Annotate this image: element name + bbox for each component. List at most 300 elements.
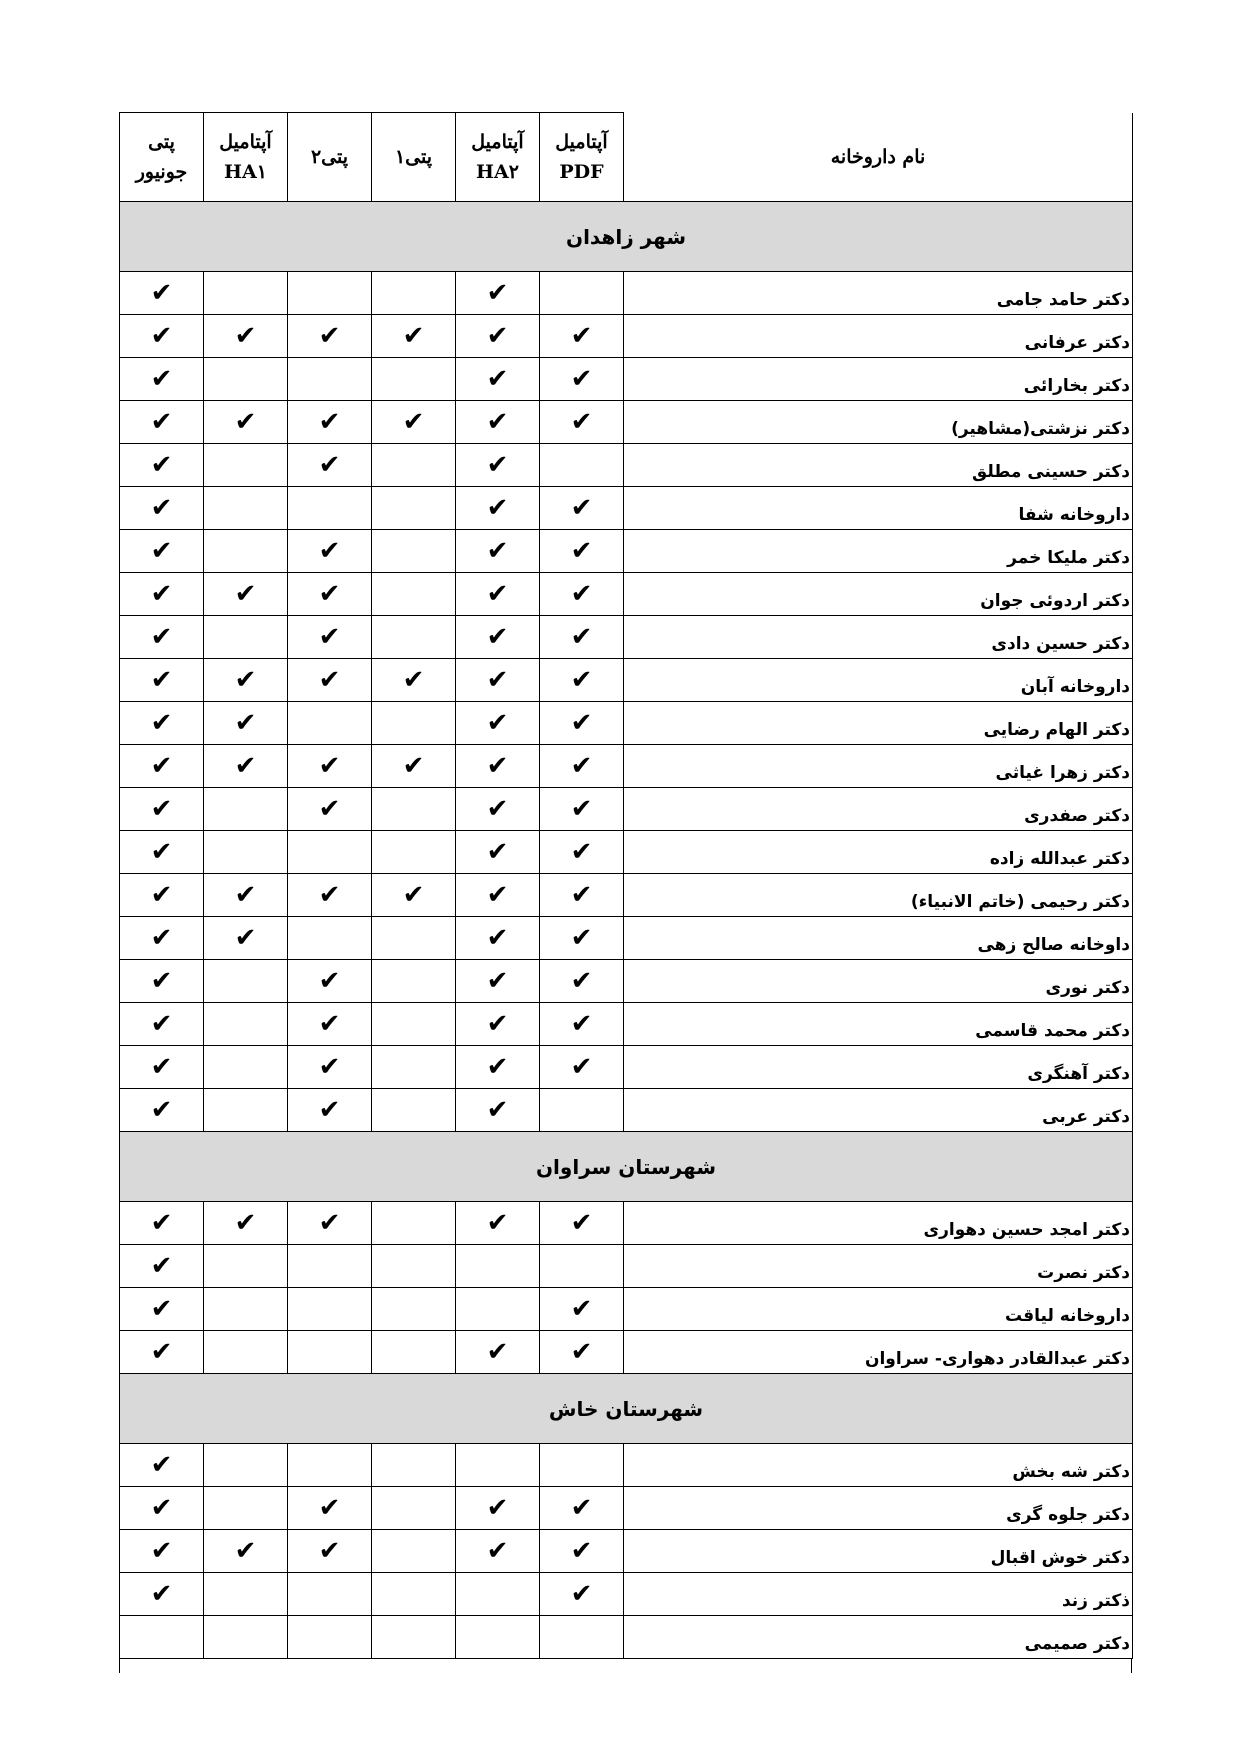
checkmark-icon: ✔	[150, 665, 173, 695]
checkmark-icon: ✔	[150, 364, 173, 394]
table-row	[120, 1202, 1133, 1245]
pharmacy-name: دکتر عربی	[624, 1089, 1133, 1132]
group-header-row	[120, 1132, 1133, 1202]
table-row	[120, 1444, 1133, 1487]
availability-cell	[120, 1487, 204, 1530]
availability-cell	[456, 616, 540, 659]
availability-cell	[372, 444, 456, 487]
availability-cell	[540, 745, 624, 788]
checkmark-icon: ✔	[234, 1208, 257, 1238]
checkmark-icon: ✔	[318, 321, 341, 351]
availability-cell	[456, 960, 540, 1003]
availability-cell	[540, 1444, 624, 1487]
table-row	[120, 1288, 1133, 1331]
table-row	[120, 1616, 1133, 1659]
column-header-aptamil-ha1: آپتامیل HA۱	[204, 113, 288, 202]
availability-cell	[204, 1444, 288, 1487]
availability-cell	[540, 1573, 624, 1616]
checkmark-icon: ✔	[318, 579, 341, 609]
availability-cell	[204, 659, 288, 702]
availability-cell	[204, 1288, 288, 1331]
column-header-peti-1: پتی۱	[372, 113, 456, 202]
availability-cell	[456, 530, 540, 573]
checkmark-icon: ✔	[486, 493, 509, 523]
checkmark-icon: ✔	[486, 622, 509, 652]
availability-cell	[456, 401, 540, 444]
availability-cell	[540, 444, 624, 487]
availability-cell	[204, 487, 288, 530]
availability-cell	[372, 1046, 456, 1089]
pharmacy-name: دکتر نزشتی(مشاهیر)	[624, 401, 1133, 444]
table-row	[120, 702, 1133, 745]
availability-cell	[456, 272, 540, 315]
availability-cell	[540, 702, 624, 745]
checkmark-icon: ✔	[486, 450, 509, 480]
checkmark-icon: ✔	[234, 880, 257, 910]
table-row	[120, 1046, 1133, 1089]
checkmark-icon: ✔	[570, 708, 593, 738]
availability-cell	[120, 315, 204, 358]
availability-cell	[288, 1046, 372, 1089]
checkmark-icon: ✔	[150, 1294, 173, 1324]
availability-cell	[456, 487, 540, 530]
availability-cell	[456, 1089, 540, 1132]
stub-segment	[623, 1659, 1132, 1673]
pharmacy-name: دکتر زهرا غیاثی	[624, 745, 1133, 788]
availability-cell	[204, 1616, 288, 1659]
availability-cell	[204, 702, 288, 745]
availability-table	[119, 112, 1133, 1659]
checkmark-icon: ✔	[570, 1208, 593, 1238]
availability-cell	[540, 874, 624, 917]
group-header-row	[120, 1374, 1133, 1444]
pharmacy-name: داوخانه صالح زهی	[624, 917, 1133, 960]
pharmacy-name: دکتر بخارائی	[624, 358, 1133, 401]
table-row	[120, 831, 1133, 874]
availability-cell	[540, 530, 624, 573]
checkmark-icon: ✔	[486, 579, 509, 609]
checkmark-icon: ✔	[570, 321, 593, 351]
checkmark-icon: ✔	[570, 880, 593, 910]
checkmark-icon: ✔	[486, 1337, 509, 1367]
group-title: شهرستان خاش	[120, 1374, 1133, 1444]
availability-cell	[540, 659, 624, 702]
availability-cell	[372, 1530, 456, 1573]
checkmark-icon: ✔	[486, 536, 509, 566]
group-title: شهرستان سراوان	[120, 1132, 1133, 1202]
availability-cell	[540, 1487, 624, 1530]
checkmark-icon: ✔	[150, 794, 173, 824]
checkmark-icon: ✔	[318, 450, 341, 480]
checkmark-icon: ✔	[486, 1493, 509, 1523]
checkmark-icon: ✔	[570, 1009, 593, 1039]
table-row	[120, 1245, 1133, 1288]
table-row	[120, 1573, 1133, 1616]
checkmark-icon: ✔	[318, 1095, 341, 1125]
table-row	[120, 1530, 1133, 1573]
availability-cell	[204, 1202, 288, 1245]
column-header-peti-junior: پتی جونیور	[120, 113, 204, 202]
availability-cell	[456, 1202, 540, 1245]
availability-cell	[288, 917, 372, 960]
stub-segment	[204, 1659, 288, 1673]
availability-cell	[456, 1331, 540, 1374]
availability-cell	[540, 315, 624, 358]
table-row	[120, 1331, 1133, 1374]
availability-cell	[120, 1046, 204, 1089]
checkmark-icon: ✔	[570, 1536, 593, 1566]
checkmark-icon: ✔	[486, 708, 509, 738]
availability-cell	[204, 1530, 288, 1573]
availability-cell	[540, 616, 624, 659]
availability-cell	[456, 1003, 540, 1046]
availability-cell	[456, 1487, 540, 1530]
availability-cell	[120, 1444, 204, 1487]
availability-cell	[456, 1245, 540, 1288]
pharmacy-name: دکتر صمیمی	[624, 1616, 1133, 1659]
availability-cell	[204, 401, 288, 444]
availability-cell	[540, 1616, 624, 1659]
checkmark-icon: ✔	[150, 880, 173, 910]
checkmark-icon: ✔	[150, 837, 173, 867]
availability-cell	[204, 1089, 288, 1132]
availability-cell	[204, 960, 288, 1003]
pharmacy-name: داروخانه لیاقت	[624, 1288, 1133, 1331]
checkmark-icon: ✔	[318, 1052, 341, 1082]
availability-cell	[372, 1089, 456, 1132]
availability-cell	[372, 788, 456, 831]
availability-cell	[456, 1616, 540, 1659]
column-header-aptamil-ha2: آپتامیل HA۲	[456, 113, 540, 202]
checkmark-icon: ✔	[150, 321, 173, 351]
availability-cell	[288, 401, 372, 444]
checkmark-icon: ✔	[150, 493, 173, 523]
availability-cell	[120, 1202, 204, 1245]
pharmacy-name: دکتر نصرت	[624, 1245, 1133, 1288]
checkmark-icon: ✔	[234, 1536, 257, 1566]
availability-cell	[204, 444, 288, 487]
availability-cell	[204, 745, 288, 788]
table-row	[120, 272, 1133, 315]
checkmark-icon: ✔	[486, 966, 509, 996]
checkmark-icon: ✔	[486, 1208, 509, 1238]
availability-cell	[372, 1245, 456, 1288]
availability-cell	[540, 401, 624, 444]
checkmark-icon: ✔	[234, 708, 257, 738]
availability-cell	[288, 960, 372, 1003]
availability-cell	[372, 1487, 456, 1530]
availability-cell	[204, 272, 288, 315]
availability-cell	[288, 1487, 372, 1530]
availability-cell	[372, 1288, 456, 1331]
availability-cell	[288, 358, 372, 401]
pharmacy-name: دکتر محمد قاسمی	[624, 1003, 1133, 1046]
checkmark-icon: ✔	[486, 1095, 509, 1125]
checkmark-icon: ✔	[150, 751, 173, 781]
checkmark-icon: ✔	[570, 579, 593, 609]
checkmark-icon: ✔	[150, 1536, 173, 1566]
availability-cell	[288, 745, 372, 788]
availability-cell	[288, 616, 372, 659]
checkmark-icon: ✔	[150, 1052, 173, 1082]
availability-cell	[120, 1331, 204, 1374]
availability-cell	[372, 1573, 456, 1616]
table-row	[120, 358, 1133, 401]
checkmark-icon: ✔	[150, 450, 173, 480]
availability-cell	[204, 1331, 288, 1374]
checkmark-icon: ✔	[570, 794, 593, 824]
checkmark-icon: ✔	[486, 880, 509, 910]
checkmark-icon: ✔	[150, 278, 173, 308]
table-row	[120, 487, 1133, 530]
availability-cell	[120, 1089, 204, 1132]
availability-cell	[540, 487, 624, 530]
table-row	[120, 401, 1133, 444]
availability-cell	[120, 831, 204, 874]
availability-cell	[120, 358, 204, 401]
checkmark-icon: ✔	[402, 880, 425, 910]
checkmark-icon: ✔	[486, 1052, 509, 1082]
availability-cell	[204, 616, 288, 659]
stub-segment	[455, 1659, 539, 1673]
availability-cell	[372, 573, 456, 616]
table-row	[120, 616, 1133, 659]
availability-cell	[288, 1331, 372, 1374]
checkmark-icon: ✔	[150, 966, 173, 996]
header-row	[120, 113, 1133, 202]
checkmark-icon: ✔	[150, 923, 173, 953]
checkmark-icon: ✔	[318, 536, 341, 566]
pharmacy-name: دکتر آهنگری	[624, 1046, 1133, 1089]
availability-cell	[372, 272, 456, 315]
availability-cell	[288, 1089, 372, 1132]
availability-cell	[540, 1202, 624, 1245]
availability-cell	[120, 917, 204, 960]
pharmacy-name: دکتر عبدالقادر دهواری- سراوان	[624, 1331, 1133, 1374]
availability-cell	[288, 659, 372, 702]
checkmark-icon: ✔	[234, 751, 257, 781]
group-header-row	[120, 202, 1133, 272]
table-continuation	[119, 1659, 1132, 1673]
checkmark-icon: ✔	[318, 966, 341, 996]
availability-cell	[540, 1530, 624, 1573]
checkmark-icon: ✔	[150, 1208, 173, 1238]
availability-cell	[204, 917, 288, 960]
checkmark-icon: ✔	[318, 794, 341, 824]
checkmark-icon: ✔	[486, 321, 509, 351]
checkmark-icon: ✔	[486, 278, 509, 308]
availability-cell	[372, 616, 456, 659]
availability-cell	[372, 315, 456, 358]
availability-cell	[372, 960, 456, 1003]
pharmacy-availability-sheet	[119, 112, 1132, 1673]
availability-cell	[120, 788, 204, 831]
pharmacy-name: دکتر حسین دادی	[624, 616, 1133, 659]
checkmark-icon: ✔	[570, 1052, 593, 1082]
availability-cell	[204, 1046, 288, 1089]
availability-cell	[288, 1616, 372, 1659]
stub-segment	[288, 1659, 372, 1673]
checkmark-icon: ✔	[150, 1579, 173, 1609]
checkmark-icon: ✔	[402, 321, 425, 351]
column-header-aptamil-pdf: آپتامیل PDF	[540, 113, 624, 202]
table-body	[120, 202, 1133, 1659]
checkmark-icon: ✔	[570, 1493, 593, 1523]
availability-cell	[120, 874, 204, 917]
availability-cell	[120, 745, 204, 788]
checkmark-icon: ✔	[318, 1536, 341, 1566]
availability-cell	[540, 1003, 624, 1046]
checkmark-icon: ✔	[150, 622, 173, 652]
checkmark-icon: ✔	[318, 1493, 341, 1523]
availability-cell	[120, 272, 204, 315]
availability-cell	[288, 1573, 372, 1616]
availability-cell	[204, 1245, 288, 1288]
availability-cell	[120, 702, 204, 745]
availability-cell	[456, 1444, 540, 1487]
availability-cell	[540, 960, 624, 1003]
availability-cell	[288, 1288, 372, 1331]
availability-cell	[540, 788, 624, 831]
pharmacy-name: دکتر عرفانی	[624, 315, 1133, 358]
availability-cell	[540, 573, 624, 616]
pharmacy-name: دکتر جلوه گری	[624, 1487, 1133, 1530]
availability-cell	[372, 917, 456, 960]
availability-cell	[204, 358, 288, 401]
availability-cell	[288, 702, 372, 745]
table-row	[120, 659, 1133, 702]
table-row	[120, 315, 1133, 358]
availability-cell	[120, 1616, 204, 1659]
availability-cell	[204, 1487, 288, 1530]
pharmacy-name: داروخانه شفا	[624, 487, 1133, 530]
availability-cell	[204, 831, 288, 874]
table-row	[120, 573, 1133, 616]
pharmacy-name: دکتر ملیکا خمر	[624, 530, 1133, 573]
table-row	[120, 960, 1133, 1003]
checkmark-icon: ✔	[318, 880, 341, 910]
availability-cell	[540, 1288, 624, 1331]
checkmark-icon: ✔	[150, 708, 173, 738]
availability-cell	[120, 960, 204, 1003]
checkmark-icon: ✔	[402, 751, 425, 781]
availability-cell	[456, 874, 540, 917]
availability-cell	[540, 1089, 624, 1132]
checkmark-icon: ✔	[570, 665, 593, 695]
checkmark-icon: ✔	[318, 751, 341, 781]
availability-cell	[456, 1046, 540, 1089]
availability-cell	[120, 1003, 204, 1046]
pharmacy-name: دکتر حامد جامی	[624, 272, 1133, 315]
checkmark-icon: ✔	[570, 1579, 593, 1609]
checkmark-icon: ✔	[486, 751, 509, 781]
availability-cell	[204, 788, 288, 831]
checkmark-icon: ✔	[570, 966, 593, 996]
checkmark-icon: ✔	[150, 1251, 173, 1281]
checkmark-icon: ✔	[150, 1337, 173, 1367]
checkmark-icon: ✔	[318, 1208, 341, 1238]
availability-cell	[288, 1530, 372, 1573]
availability-cell	[540, 272, 624, 315]
pharmacy-name: دکتر رحیمی (خاتم الانبیاء)	[624, 874, 1133, 917]
availability-cell	[540, 1245, 624, 1288]
availability-cell	[456, 1288, 540, 1331]
availability-cell	[540, 917, 624, 960]
availability-cell	[456, 315, 540, 358]
availability-cell	[120, 616, 204, 659]
availability-cell	[372, 831, 456, 874]
checkmark-icon: ✔	[486, 837, 509, 867]
checkmark-icon: ✔	[570, 536, 593, 566]
checkmark-icon: ✔	[150, 1009, 173, 1039]
checkmark-icon: ✔	[570, 1294, 593, 1324]
availability-cell	[204, 874, 288, 917]
pharmacy-name: دکتر حسینی مطلق	[624, 444, 1133, 487]
availability-cell	[288, 1444, 372, 1487]
availability-cell	[456, 1573, 540, 1616]
availability-cell	[120, 573, 204, 616]
availability-cell	[120, 1245, 204, 1288]
availability-cell	[456, 917, 540, 960]
checkmark-icon: ✔	[318, 622, 341, 652]
checkmark-icon: ✔	[570, 837, 593, 867]
availability-cell	[456, 573, 540, 616]
availability-cell	[120, 1288, 204, 1331]
checkmark-icon: ✔	[402, 665, 425, 695]
availability-cell	[288, 788, 372, 831]
availability-cell	[540, 1331, 624, 1374]
availability-cell	[288, 530, 372, 573]
table-row	[120, 444, 1133, 487]
pharmacy-name: دکتر عبدالله زاده	[624, 831, 1133, 874]
availability-cell	[372, 401, 456, 444]
availability-cell	[372, 745, 456, 788]
checkmark-icon: ✔	[486, 364, 509, 394]
table-row	[120, 788, 1133, 831]
checkmark-icon: ✔	[150, 407, 173, 437]
availability-cell	[120, 487, 204, 530]
availability-cell	[372, 659, 456, 702]
checkmark-icon: ✔	[570, 751, 593, 781]
availability-cell	[372, 1003, 456, 1046]
availability-cell	[288, 444, 372, 487]
checkmark-icon: ✔	[150, 579, 173, 609]
column-header-pharmacy-name: نام داروخانه	[624, 113, 1133, 202]
availability-cell	[456, 702, 540, 745]
availability-cell	[120, 530, 204, 573]
checkmark-icon: ✔	[318, 407, 341, 437]
pharmacy-name: دکتر اردوئی جوان	[624, 573, 1133, 616]
availability-cell	[540, 358, 624, 401]
checkmark-icon: ✔	[234, 665, 257, 695]
availability-cell	[456, 358, 540, 401]
stub-segment	[371, 1659, 455, 1673]
availability-cell	[204, 573, 288, 616]
checkmark-icon: ✔	[234, 579, 257, 609]
checkmark-icon: ✔	[570, 407, 593, 437]
checkmark-icon: ✔	[486, 923, 509, 953]
availability-cell	[456, 831, 540, 874]
stub-segment	[119, 1659, 204, 1673]
table-row	[120, 874, 1133, 917]
pharmacy-name: دکتر شه بخش	[624, 1444, 1133, 1487]
availability-cell	[540, 1046, 624, 1089]
table-row	[120, 1487, 1133, 1530]
availability-cell	[372, 487, 456, 530]
checkmark-icon: ✔	[486, 794, 509, 824]
checkmark-icon: ✔	[402, 407, 425, 437]
availability-cell	[288, 315, 372, 358]
